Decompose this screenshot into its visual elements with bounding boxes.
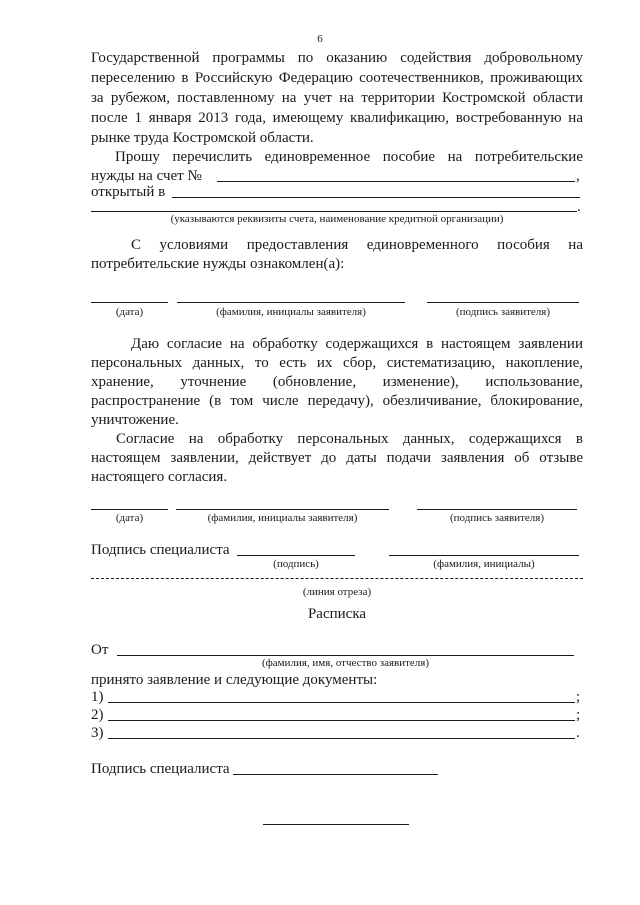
name-field-1[interactable] [177,302,405,303]
consent2-line-1: Согласие на обработку персональных данных, содержащихся в [116,431,583,447]
receipt-from-field[interactable] [117,655,574,656]
receipt-accepted-text: принято заявление и следующие документы: [91,672,378,688]
date-field-1[interactable] [91,302,168,303]
bank-field[interactable] [172,197,580,198]
receipt-from-caption: (фамилия, имя, отчество заявителя) [261,657,430,669]
intro-line-1: Государственной программы по оказанию содействия добровольному [91,50,583,66]
date-caption-2: (дата) [115,512,144,524]
consent-line-4: распространение (в том числе передачу), обезличивание, блокирование, [91,393,583,409]
name-caption-2: (фамилия, инициалы заявителя) [207,512,358,524]
receipt-from-label: От [91,642,109,658]
date-field-2[interactable] [91,509,168,510]
request-line-1: Прошу перечислить единовременное пособие на потребительские [115,149,583,165]
name-caption-1: (фамилия, инициалы заявителя) [216,306,366,318]
bank-label: открытый в [91,184,166,200]
specialist-label: Подпись специалиста [91,542,230,558]
specialist-name-caption: (фамилия, инициалы) [433,558,535,570]
doc-item-1-num: 1) [91,689,104,705]
doc-item-2-num: 2) [91,707,104,723]
receipt-specialist-signature-field[interactable] [233,774,438,775]
page-number: 6 [317,33,323,45]
receipt-title: Расписка [307,606,367,622]
specialist-name-field[interactable] [389,555,579,556]
consent-line-3: хранение, уточнение (обновление, изменение), использование, [91,374,583,390]
consent-line-5: уничтожение. [91,412,179,428]
bank-details-field[interactable] [91,211,577,212]
cut-line-caption: (линия отреза) [302,586,372,598]
cut-line [91,578,583,579]
intro-line-3: за рубежом, поставленному на учет на территории Костромской области [91,90,583,106]
footer-separator [263,824,409,825]
date-caption-1: (дата) [115,306,144,318]
signature-caption-1: (подпись заявителя) [455,306,551,318]
account-number-field[interactable] [217,181,575,182]
specialist-signature-field[interactable] [237,555,355,556]
specialist-signature-caption: (подпись) [273,558,319,570]
doc-item-3-num: 3) [91,725,104,741]
doc-item-3-field[interactable] [108,738,575,739]
signature-field-1[interactable] [427,302,579,303]
account-label: нужды на счет № [91,168,202,184]
doc-item-1-field[interactable] [108,702,575,703]
doc-item-2-end: ; [576,707,581,723]
bank-details-end: . [577,199,581,215]
consent2-line-3: настоящего согласия. [91,469,228,485]
intro-line-4: после 1 января 2013 года, имеющему квалификацию, востребованную на [91,110,583,126]
conditions-line-2: потребительские нужды ознакомлен(а): [91,256,345,272]
account-line-end: , [576,168,580,184]
intro-line-5: рынке труда Костромской области. [91,130,314,146]
signature-field-2[interactable] [417,509,577,510]
signature-caption-2: (подпись заявителя) [449,512,545,524]
consent2-line-2: настоящем заявлении, действует до даты подачи заявления об отзыве [91,450,583,466]
consent-line-1: Даю согласие на обработку содержащихся в настоящем заявлении [131,336,583,352]
doc-item-1-end: ; [576,689,581,705]
bank-details-caption: (указываются реквизиты счета, наименование кредитной организации) [170,213,504,225]
intro-line-2: переселению в Российскую Федерацию соотечественников, проживающих [91,70,583,86]
name-field-2[interactable] [176,509,389,510]
receipt-specialist-label: Подпись специалиста [91,761,230,777]
doc-item-3-end: . [576,725,580,741]
conditions-line-1: С условиями предоставления единовременного пособия на [131,237,583,253]
doc-item-2-field[interactable] [108,720,575,721]
consent-line-2: персональных данных, то есть их сбор, систематизацию, накопление, [91,355,583,371]
